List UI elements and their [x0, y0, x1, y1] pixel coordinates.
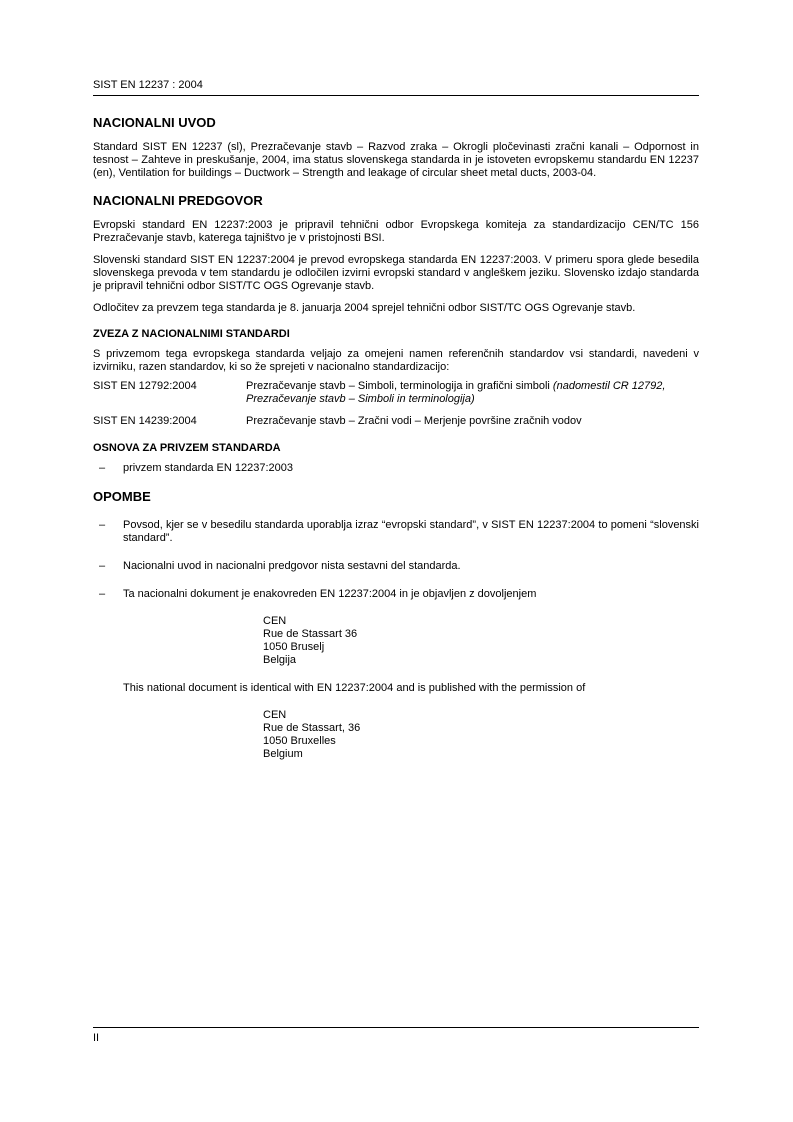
standard-row [93, 380, 699, 406]
standard-note: (nadomestil CR 12792, Prezračevanje stavb – Simboli in terminologija) [246, 380, 666, 405]
address-line: 1050 Bruselj [263, 641, 325, 653]
osnova-heading: OSNOVA ZA PRIVZEM STANDARDA [93, 442, 281, 454]
dash: – [99, 560, 106, 572]
uvod-text: Standard SIST EN 12237 (sl), Prezračevanje stavb – Razvod zraka – Okrogli pločevinasti zračni kanali – Odpornost in tesnost – Zahteve in preskušanje, 2004, ima status slovenskega standarda in je istoveten evropskemu standardu EN 12237 (en), Ventilation for buildings – Ductwork – Strength and leakage of circular sheet metal ducts, 2003-04. [93, 141, 699, 179]
opombe-item [93, 519, 699, 545]
address-line: CEN [263, 709, 287, 721]
uvod-heading: NACIONALNI UVOD [93, 115, 216, 130]
main-content [93, 115, 699, 776]
osnova-text: privzem standarda EN 12237:2003 [123, 462, 293, 474]
predgovor-heading: NACIONALNI PREDGOVOR [93, 193, 263, 208]
address-line: Rue de Stassart 36 [263, 628, 358, 640]
opombe-item [93, 560, 699, 573]
osnova-item [93, 462, 699, 475]
standard-code: SIST EN 12792:2004 [93, 380, 197, 392]
opombe-text: Nacionalni uvod in nacionalni predgovor nista sestavni del standarda. [123, 560, 461, 572]
zveza-intro: S privzemom tega evropskega standarda veljajo za omejeni namen referenčnih standardov vsi standardi, navedeni v izvirniku, razen standardov, ki so že sprejeti v nacionalno standardizacijo: [93, 348, 699, 373]
page-number: II [93, 1032, 100, 1044]
predgovor-p3: Odločitev za prevzem tega standarda je 8. januarja 2004 sprejel tehnični odbor SIST/TC OGS Ogrevanje stavb. [93, 302, 636, 314]
predgovor-p2: Slovenski standard SIST EN 12237:2004 je prevod evropskega standarda EN 12237:2003. V primeru spora glede besedila slovenskega prevoda v tem standardu je odločilen izvirni evropski standard v angleškem jeziku. Slovensko izdajo standarda je pripravil tehnični odbor SIST/TC OGS Ogrevanje stavb. [93, 254, 699, 292]
zveza-heading: ZVEZA Z NACIONALNIMI STANDARDI [93, 328, 290, 340]
opombe-text: Povsod, kjer se v besedilu standarda uporablja izraz “evropski standard”, v SIST EN 12237:2004 to pomeni “slovenski standard”. [123, 519, 699, 544]
address-line: Belgium [263, 748, 303, 760]
footer-rule [93, 1027, 699, 1028]
address-sl [263, 615, 699, 667]
standard-description [246, 380, 699, 406]
address-line: 1050 Bruxelles [263, 735, 336, 747]
address-line: CEN [263, 615, 287, 627]
opombe-item [93, 588, 699, 601]
opombe-text: Ta nacionalni dokument je enakovreden EN 12237:2004 in je objavljen z dovoljenjem [123, 588, 537, 600]
header-title: SIST EN 12237 : 2004 [93, 79, 203, 91]
standard-title: Prezračevanje stavb – Simboli, terminologija in grafični simboli [246, 380, 550, 392]
english-note: This national document is identical with EN 12237:2004 and is published with the permission of [123, 682, 586, 694]
standard-row [93, 415, 699, 428]
opombe-heading: OPOMBE [93, 489, 151, 504]
dash: – [99, 519, 106, 531]
standard-code: SIST EN 14239:2004 [93, 415, 197, 427]
address-en [263, 709, 699, 761]
address-line: Belgija [263, 654, 297, 666]
predgovor-p1: Evropski standard EN 12237:2003 je pripravil tehnični odbor Evropskega komiteja za standardizacijo CEN/TC 156 Prezračevanje stavb, katerega tajništvo je v pristojnosti BSI. [93, 219, 699, 244]
address-line: Rue de Stassart, 36 [263, 722, 361, 734]
dash: – [99, 462, 106, 474]
header-rule [93, 95, 699, 96]
standard-description [246, 415, 699, 428]
dash: – [99, 588, 106, 600]
standard-title: Prezračevanje stavb – Zračni vodi – Merjenje površine zračnih vodov [246, 415, 582, 427]
